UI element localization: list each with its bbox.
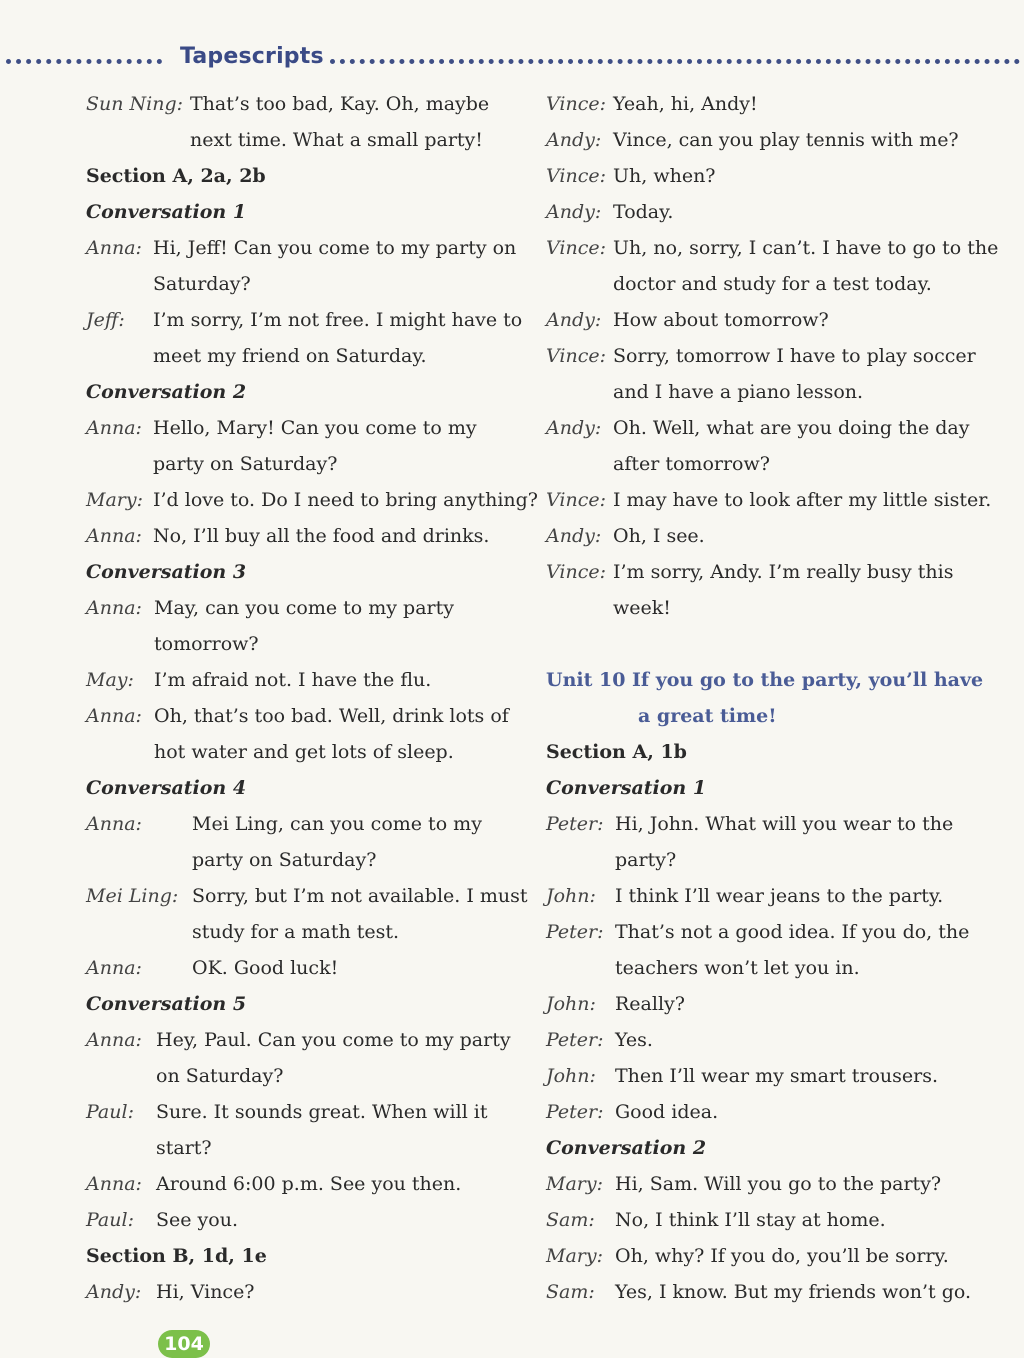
dialogue-text: week! xyxy=(613,597,671,619)
dialogue-text: start? xyxy=(156,1137,212,1159)
dialogue-text: doctor and study for a test today. xyxy=(613,273,932,295)
dialogue-line xyxy=(86,842,526,878)
dialogue-line xyxy=(86,806,526,842)
dialogue-text: hot water and get lots of sleep. xyxy=(154,741,454,763)
dialogue-line xyxy=(546,1166,986,1202)
dialogue-line xyxy=(86,410,526,446)
dialogue-text: That’s too bad, Kay. Oh, maybe xyxy=(190,93,490,115)
speaker-name: Anna: xyxy=(86,525,142,547)
dialogue-line xyxy=(546,374,986,410)
dialogue-text: Hi, John. What will you wear to the xyxy=(615,813,954,835)
speaker-name: Andy: xyxy=(546,309,602,331)
header-dots-left xyxy=(6,59,162,64)
speaker-name: Peter: xyxy=(546,921,604,943)
dialogue-line xyxy=(546,1274,986,1310)
speaker-name: Anna: xyxy=(86,705,142,727)
dialogue-text: I’m afraid not. I have the flu. xyxy=(154,669,432,691)
dialogue-line xyxy=(546,338,986,374)
dialogue-line xyxy=(546,1022,986,1058)
dialogue-text: OK. Good luck! xyxy=(192,957,339,979)
conversation-heading: Conversation 4 xyxy=(86,777,247,799)
dialogue-text: Vince, can you play tennis with me? xyxy=(613,129,959,151)
dialogue-line xyxy=(546,842,986,878)
dialogue-line xyxy=(86,662,526,698)
header-title: Tapescripts xyxy=(180,44,324,69)
conversation-heading: Conversation 5 xyxy=(86,993,247,1015)
section-heading: Section A, 2a, 2b xyxy=(86,165,266,187)
speaker-name: John: xyxy=(546,1065,596,1087)
dialogue-text: study for a math test. xyxy=(192,921,400,943)
dialogue-text: next time. What a small party! xyxy=(190,129,483,151)
dialogue-line xyxy=(546,986,986,1022)
dialogue-text: Hi, Jeff! Can you come to my party on xyxy=(153,237,517,259)
dialogue-line xyxy=(86,734,526,770)
dialogue-line xyxy=(86,338,526,374)
dialogue-line xyxy=(546,950,986,986)
speaker-name: Mary: xyxy=(546,1245,603,1267)
dialogue-text: Around 6:00 p.m. See you then. xyxy=(156,1173,462,1195)
dialogue-text: Sorry, but I’m not available. I must xyxy=(192,885,528,907)
dialogue-text: Yes. xyxy=(615,1029,653,1051)
dialogue-line xyxy=(546,590,986,626)
dialogue-text: I may have to look after my little sister. xyxy=(613,489,992,511)
dialogue-text: Mei Ling, can you come to my xyxy=(192,813,482,835)
speaker-name: Mary: xyxy=(86,489,143,511)
speaker-name: Anna: xyxy=(86,417,142,439)
unit-title: Unit 10 If you go to the party, you’ll have xyxy=(546,669,984,691)
dialogue-line xyxy=(86,266,526,302)
dialogue-text: Uh, when? xyxy=(613,165,716,187)
dialogue-line xyxy=(546,266,986,302)
dialogue-text: Uh, no, sorry, I can’t. I have to go to the xyxy=(613,237,999,259)
speaker-name: Sam: xyxy=(546,1281,595,1303)
dialogue-text: on Saturday? xyxy=(156,1065,284,1087)
dialogue-line xyxy=(546,914,986,950)
speaker-name: Paul: xyxy=(86,1209,134,1231)
dialogue-line xyxy=(546,1202,986,1238)
dialogue-text: meet my friend on Saturday. xyxy=(153,345,427,367)
dialogue-line xyxy=(86,1274,526,1310)
dialogue-line xyxy=(546,1238,986,1274)
speaker-name: Mei Ling: xyxy=(86,885,179,907)
spacer xyxy=(546,626,986,662)
dialogue-text: How about tomorrow? xyxy=(613,309,829,331)
speaker-name: Vince: xyxy=(546,93,606,115)
dialogue-line xyxy=(546,878,986,914)
dialogue-text: See you. xyxy=(156,1209,238,1231)
speaker-name: Vince: xyxy=(546,345,606,367)
dialogue-line xyxy=(86,950,526,986)
dialogue-text: party on Saturday? xyxy=(192,849,377,871)
dialogue-text: May, can you come to my party xyxy=(154,597,454,619)
page-number-badge: 104 xyxy=(158,1330,210,1358)
dialogue-line xyxy=(546,1094,986,1130)
dialogue-line xyxy=(86,518,526,554)
speaker-name: Anna: xyxy=(86,237,142,259)
dialogue-text: No, I’ll buy all the food and drinks. xyxy=(153,525,490,547)
dialogue-line xyxy=(86,1094,526,1130)
dialogue-text: Yeah, hi, Andy! xyxy=(613,93,758,115)
speaker-name: John: xyxy=(546,885,596,907)
dialogue-line xyxy=(86,698,526,734)
dialogue-text: No, I think I’ll stay at home. xyxy=(615,1209,886,1231)
dialogue-text: Hey, Paul. Can you come to my party xyxy=(156,1029,511,1051)
dialogue-line xyxy=(86,626,526,662)
conversation-heading: Conversation 1 xyxy=(546,777,707,799)
speaker-name: Anna: xyxy=(86,1029,142,1051)
dialogue-text: party? xyxy=(615,849,677,871)
dialogue-line xyxy=(546,806,986,842)
dialogue-text: tomorrow? xyxy=(154,633,259,655)
speaker-name: Vince: xyxy=(546,237,606,259)
speaker-name: Paul: xyxy=(86,1101,134,1123)
right-column xyxy=(546,86,999,1310)
dialogue-line xyxy=(546,410,986,446)
dialogue-line xyxy=(86,302,526,338)
dialogue-line xyxy=(546,230,999,266)
page-header xyxy=(0,44,1024,76)
dialogue-line xyxy=(86,482,538,518)
speaker-name: Sun Ning: xyxy=(86,93,184,115)
dialogue-line xyxy=(546,482,992,518)
dialogue-line xyxy=(546,194,986,230)
dialogue-text: Oh, I see. xyxy=(613,525,705,547)
dialogue-text: Oh, that’s too bad. Well, drink lots of xyxy=(154,705,509,727)
dialogue-text: Hi, Vince? xyxy=(156,1281,255,1303)
speaker-name: Sam: xyxy=(546,1209,595,1231)
dialogue-line xyxy=(86,230,526,266)
dialogue-text: I’m sorry, I’m not free. I might have to xyxy=(153,309,523,331)
conversation-heading: Conversation 1 xyxy=(86,201,247,223)
dialogue-line xyxy=(546,122,986,158)
speaker-name: Andy: xyxy=(546,201,602,223)
speaker-name: May: xyxy=(86,669,134,691)
dialogue-line xyxy=(546,446,986,482)
dialogue-text: Oh, why? If you do, you’ll be sorry. xyxy=(615,1245,949,1267)
dialogue-text: Then I’ll wear my smart trousers. xyxy=(615,1065,939,1087)
dialogue-text: teachers won’t let you in. xyxy=(615,957,860,979)
dialogue-text: Sorry, tomorrow I have to play soccer xyxy=(613,345,976,367)
dialogue-text: Sure. It sounds great. When will it xyxy=(156,1101,488,1123)
dialogue-text: Saturday? xyxy=(153,273,251,295)
dialogue-line xyxy=(546,518,986,554)
dialogue-line xyxy=(86,1166,526,1202)
speaker-name: Peter: xyxy=(546,1029,604,1051)
speaker-name: Mary: xyxy=(546,1173,603,1195)
speaker-name: Vince: xyxy=(546,561,606,583)
dialogue-line xyxy=(86,1058,526,1094)
dialogue-line xyxy=(86,878,526,914)
speaker-name: Jeff: xyxy=(86,309,125,331)
dialogue-line xyxy=(86,590,526,626)
section-heading: Section A, 1b xyxy=(546,741,687,763)
speaker-name: Peter: xyxy=(546,813,604,835)
dialogue-line xyxy=(546,86,986,122)
dialogue-line xyxy=(86,86,526,122)
dialogue-text: I’d love to. Do I need to bring anything? xyxy=(153,489,538,511)
dialogue-line xyxy=(86,1130,526,1166)
speaker-name: Anna: xyxy=(86,957,142,979)
dialogue-text: Hello, Mary! Can you come to my xyxy=(153,417,477,439)
speaker-name: Vince: xyxy=(546,165,606,187)
dialogue-line xyxy=(546,158,986,194)
speaker-name: Anna: xyxy=(86,813,142,835)
dialogue-line xyxy=(86,446,526,482)
conversation-heading: Conversation 2 xyxy=(546,1137,707,1159)
section-heading: Section B, 1d, 1e xyxy=(86,1245,267,1267)
speaker-name: Andy: xyxy=(546,417,602,439)
dialogue-line xyxy=(546,302,986,338)
dialogue-line xyxy=(86,122,526,158)
dialogue-line xyxy=(546,554,986,590)
speaker-name: Andy: xyxy=(546,129,602,151)
dialogue-text: Hi, Sam. Will you go to the party? xyxy=(615,1173,942,1195)
dialogue-line xyxy=(86,914,526,950)
unit-title-continued: a great time! xyxy=(638,705,777,727)
dialogue-text: Oh. Well, what are you doing the day xyxy=(613,417,970,439)
speaker-name: Anna: xyxy=(86,1173,142,1195)
dialogue-text: That’s not a good idea. If you do, the xyxy=(615,921,970,943)
dialogue-line xyxy=(86,1202,526,1238)
speaker-name: Peter: xyxy=(546,1101,604,1123)
dialogue-text: party on Saturday? xyxy=(153,453,338,475)
speaker-name: Andy: xyxy=(546,525,602,547)
speaker-name: Vince: xyxy=(546,489,606,511)
speaker-name: Andy: xyxy=(86,1281,142,1303)
speaker-name: John: xyxy=(546,993,596,1015)
header-dots-right xyxy=(330,59,1020,64)
conversation-heading: Conversation 3 xyxy=(86,561,247,583)
dialogue-text: Really? xyxy=(615,993,685,1015)
left-column xyxy=(86,86,538,1310)
dialogue-line xyxy=(86,1022,526,1058)
dialogue-text: I think I’ll wear jeans to the party. xyxy=(615,885,944,907)
conversation-heading: Conversation 2 xyxy=(86,381,247,403)
speaker-name: Anna: xyxy=(86,597,142,619)
dialogue-text: Today. xyxy=(613,201,674,223)
dialogue-text: Good idea. xyxy=(615,1101,719,1123)
dialogue-text: and I have a piano lesson. xyxy=(613,381,864,403)
dialogue-text: after tomorrow? xyxy=(613,453,770,475)
dialogue-line xyxy=(546,1058,986,1094)
dialogue-text: I’m sorry, Andy. I’m really busy this xyxy=(613,561,954,583)
dialogue-text: Yes, I know. But my friends won’t go. xyxy=(615,1281,972,1303)
